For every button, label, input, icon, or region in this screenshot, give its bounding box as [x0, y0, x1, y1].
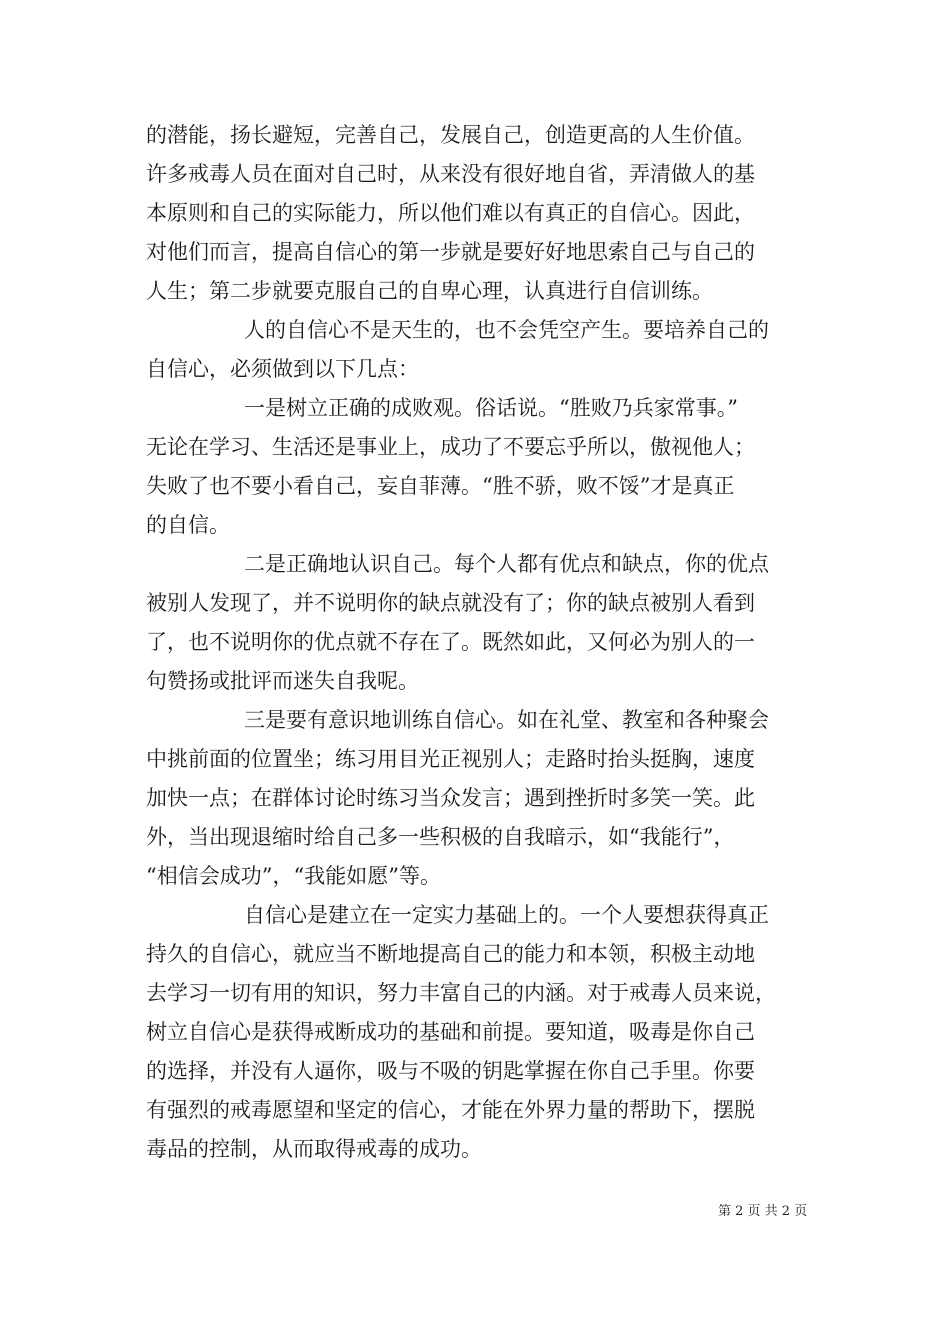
- text-line: 的自信。: [146, 513, 230, 537]
- text-line: 自信心，必须做到以下几点：: [146, 357, 419, 381]
- text-line: 三是要有意识地训练自信心。如在礼堂、教室和各种聚会: [244, 708, 769, 732]
- text-line: “相信会成功”，“我能如愿”等。: [146, 864, 441, 888]
- text-line: 树立自信心是获得戒断成功的基础和前提。要知道，吸毒是你自己: [146, 1020, 755, 1044]
- text-line: 自信心是建立在一定实力基础上的。一个人要想获得真正: [244, 903, 769, 927]
- page-number-footer: 第 2 页 共 2 页: [718, 1204, 808, 1219]
- text-line: 中挑前面的位置坐；练习用目光正视别人；走路时抬头挺胸，速度: [146, 747, 755, 771]
- text-line: 对他们而言，提高自信心的第一步就是要好好地思索自己与自己的: [146, 240, 755, 264]
- text-line: 加快一点；在群体讨论时练习当众发言；遇到挫折时多笑一笑。此: [146, 786, 755, 810]
- text-line: 无论在学习、生活还是事业上，成功了不要忘乎所以，傲视他人；: [146, 435, 755, 459]
- text-line: 有强烈的戒毒愿望和坚定的信心，才能在外界力量的帮助下，摆脱: [146, 1098, 755, 1122]
- text-line: 毒品的控制，从而取得戒毒的成功。: [146, 1137, 482, 1161]
- body-text: [146, 116, 810, 1169]
- text-line: 本原则和自己的实际能力，所以他们难以有真正的自信心。因此，: [146, 201, 755, 225]
- text-line: 失败了也不要小看自己，妄自菲薄。“胜不骄，败不馁”才是真正: [146, 474, 735, 498]
- text-line: 去学习一切有用的知识，努力丰富自己的内涵。对于戒毒人员来说，: [146, 981, 776, 1005]
- text-line: 被别人发现了，并不说明你的缺点就没有了；你的缺点被别人看到: [146, 591, 755, 615]
- text-line: 人的自信心不是天生的，也不会凭空产生。要培养自己的: [244, 318, 769, 342]
- text-line: 外，当出现退缩时给自己多一些积极的自我暗示，如“我能行”，: [146, 825, 735, 849]
- text-line: 许多戒毒人员在面对自己时，从来没有很好地自省，弄清做人的基: [146, 162, 755, 186]
- text-line: 的潜能，扬长避短，完善自己，发展自己，创造更高的人生价值。: [146, 123, 755, 147]
- text-line: 持久的自信心，就应当不断地提高自己的能力和本领，积极主动地: [146, 942, 755, 966]
- text-line: 的选择，并没有人逼你，吸与不吸的钥匙掌握在你自己手里。你要: [146, 1059, 755, 1083]
- text-line: 一是树立正确的成败观。俗话说。“胜败乃兵家常事。”: [244, 396, 738, 420]
- text-line: 人生；第二步就要克服自己的自卑心理，认真进行自信训练。: [146, 279, 713, 303]
- text-line: 句赞扬或批评而迷失自我呢。: [146, 669, 419, 693]
- text-line: 了，也不说明你的优点就不存在了。既然如此，又何必为别人的一: [146, 630, 755, 654]
- text-line: 二是正确地认识自己。每个人都有优点和缺点，你的优点: [244, 552, 769, 576]
